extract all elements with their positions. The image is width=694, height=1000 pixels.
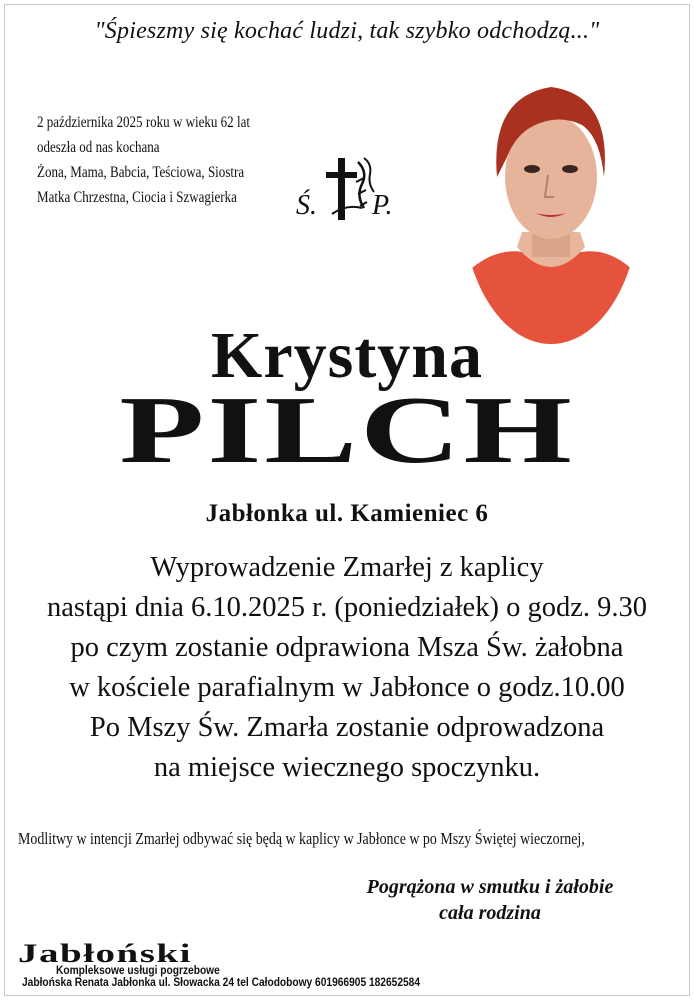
- intro-line: Żona, Mama, Babcia, Teściowa, Siostra: [37, 164, 245, 181]
- ceremony-line: na miejsce wiecznego spoczynku.: [153, 752, 541, 783]
- ceremony-line: po czym zostanie odprawiona Msza Św. żałobna: [70, 632, 624, 663]
- sp-emblem: [292, 150, 402, 240]
- sp-letter-p: P.: [372, 190, 393, 221]
- death-notice-intro: [37, 110, 250, 210]
- grief-line: Pogrążona w smutku i żałobie: [366, 876, 614, 898]
- funeral-details: [0, 548, 694, 788]
- ceremony-line: w kościele parafialnym w Jabłonce o godz.10.00: [69, 672, 625, 703]
- prayers-note: Modlitwy w intencji Zmarłej odbywać się będą w kaplicy w Jabłonce w po Mszy Świętej wieczornej,: [18, 829, 585, 848]
- ceremony-line: Po Mszy Św. Zmarła zostanie odprowadzona: [89, 712, 605, 743]
- memorial-quote: "Śpieszmy się kochać ludzi, tak szybko odchodzą...": [94, 18, 600, 44]
- intro-line: odeszła od nas kochana: [37, 139, 160, 156]
- ceremony-line: Wyprowadzenie Zmarłej z kaplicy: [150, 552, 544, 583]
- funeral-home-contact: Jabłońska Renata Jabłonka ul. Słowacka 24 tel Całodobowy 601966905 182652584: [22, 975, 421, 989]
- ceremony-line: nastąpi dnia 6.10.2025 r. (poniedziałek) o godz. 9.30: [47, 592, 647, 623]
- cross-icon: [318, 152, 378, 232]
- intro-line: 2 października 2025 roku w wieku 62 lat: [37, 114, 250, 131]
- grief-line: cała rodzina: [439, 902, 541, 924]
- funeral-home-subtitle: Kompleksowe usługi pogrzebowe: [56, 963, 220, 977]
- first-name: Krystyna: [211, 319, 483, 392]
- intro-line: Matka Chrzestna, Ciocia i Szwagierka: [37, 189, 237, 206]
- sp-letter-s: Ś.: [296, 190, 317, 221]
- address: Jabłonka ul. Kamieniec 6: [205, 500, 489, 527]
- deceased-portrait: [462, 57, 640, 344]
- last-name: PILCH: [119, 376, 575, 483]
- family-signature: [300, 874, 680, 926]
- funeral-home-logo: Jabłoński: [18, 939, 192, 968]
